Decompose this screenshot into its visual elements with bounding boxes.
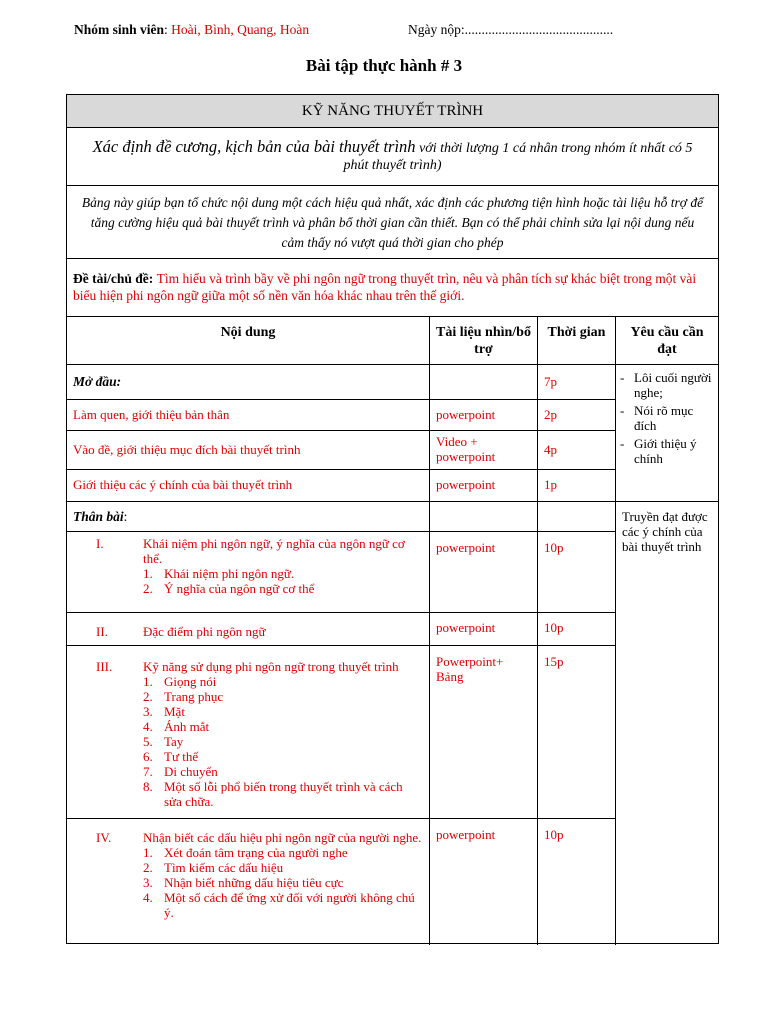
subitem-list bbox=[143, 845, 423, 920]
requirement-item: - Lôi cuối người nghe; bbox=[620, 370, 712, 400]
grid-line bbox=[67, 531, 615, 532]
grid-line bbox=[67, 399, 615, 400]
group-label: Nhóm sinh viên bbox=[74, 22, 165, 37]
goal-sub: với thời lượng 1 cá nhân trong nhóm ít nhất có 5 phút thuyết trình) bbox=[343, 141, 693, 173]
goal-statement bbox=[67, 128, 718, 186]
subitem: 1. Xét đoán tâm trạng của người nghe bbox=[143, 845, 348, 860]
body-row-title: Đặc điểm phi ngôn ngữ bbox=[143, 624, 266, 639]
header-content: Nội dung bbox=[220, 325, 276, 340]
opening-row-time: 4p bbox=[544, 442, 557, 457]
row-number: IV. bbox=[96, 830, 112, 845]
body-row-time: 15p bbox=[544, 654, 564, 669]
grid-line bbox=[67, 818, 615, 819]
submission-date: Ngày nộp:............................................ bbox=[408, 22, 614, 37]
subitem: 3. Nhận biết những dấu hiệu tiêu cực bbox=[143, 875, 344, 890]
subitem-text: Khái niệm phi ngôn ngữ. bbox=[164, 566, 295, 581]
opening-time: 7p bbox=[544, 374, 557, 389]
body-row-title: Nhận biết các dấu hiệu phi ngôn ngữ của người nghe. bbox=[143, 830, 422, 845]
body-row-title: Kỹ năng sử dụng phi ngôn ngữ trong thuyết trình bbox=[143, 659, 399, 674]
subitem: 4. Ánh mắt bbox=[143, 719, 210, 734]
body-row-content bbox=[143, 659, 425, 809]
subitem-list bbox=[143, 566, 423, 596]
grid-line bbox=[67, 469, 615, 470]
opening-row-material: powerpoint bbox=[436, 407, 496, 422]
group-members: Hoài, Bình, Quang, Hoàn bbox=[171, 22, 310, 37]
body-row-title: Khái niệm phi ngôn ngữ, ý nghĩa của ngôn ngữ cơ thể. bbox=[143, 536, 405, 566]
header-time: Thời gian bbox=[547, 325, 606, 340]
header-materials: Tài liệu nhìn/bổ trợ bbox=[436, 325, 531, 357]
body-row-material: powerpoint bbox=[436, 620, 496, 635]
body-requirements: Truyền đạt được các ý chính của bài thuyết trình bbox=[622, 509, 708, 554]
subitem: 1. Khái niệm phi ngôn ngữ. bbox=[143, 566, 295, 581]
subitem: 2. Tìm kiếm các dấu hiệu bbox=[143, 860, 284, 875]
header bbox=[74, 22, 714, 42]
subitem-text: Tay bbox=[164, 734, 184, 749]
subitem: 6. Tư thế bbox=[143, 749, 199, 764]
group-separator: : bbox=[164, 22, 172, 37]
requirement-text: Nói rõ mục đích bbox=[634, 403, 694, 433]
body-row-time: 10p bbox=[544, 620, 564, 635]
subitem-text: Nhận biết những dấu hiệu tiêu cực bbox=[164, 875, 344, 890]
subitem: 5. Tay bbox=[143, 734, 184, 749]
grid-line bbox=[67, 612, 615, 613]
opening-requirements bbox=[616, 370, 718, 469]
grid-line bbox=[67, 430, 615, 431]
goal-main: Xác định đề cương, kịch bản của bài thuyết trình bbox=[92, 137, 416, 156]
subitem: 7. Di chuyển bbox=[143, 764, 218, 779]
body-label bbox=[73, 509, 127, 524]
grid-line bbox=[429, 317, 430, 945]
subitem-text: Một số lỗi phổ biến trong thuyết trình và cách sửa chữa. bbox=[164, 779, 403, 809]
grid-line bbox=[67, 645, 615, 646]
exercise-frame bbox=[66, 94, 719, 944]
body-row-content bbox=[143, 830, 423, 920]
body-row-time: 10p bbox=[544, 827, 564, 842]
subitem: 8. Một số lỗi phổ biến trong thuyết trình và cách sửa chữa. bbox=[143, 779, 403, 809]
row-number: III. bbox=[96, 659, 113, 674]
requirement-item: - Giới thiệu ý chính bbox=[620, 436, 697, 466]
grid-line bbox=[67, 364, 718, 365]
opening-row-content: Giới thiệu các ý chính của bài thuyết trình bbox=[73, 477, 293, 492]
body-row-material: powerpoint bbox=[436, 540, 496, 555]
group-line bbox=[74, 22, 309, 38]
page-title: Bài tập thực hành # 3 bbox=[305, 56, 463, 75]
subitem-text: Một số cách để ứng xử đối với người không chú ý. bbox=[164, 890, 415, 920]
topic-label: Đề tài/chủ đề bbox=[73, 271, 149, 286]
opening-row-content: Vào đề, giới thiệu mục đích bài thuyết trình bbox=[73, 442, 301, 457]
intro-text: Bảng này giúp bạn tổ chức nội dung một cách hiệu quả nhất, xác định các phương tiện hình hoặc tài liệu hỗ trợ để tăng cường hiệu quả bài thuyết trình và phân bổ thời gian cần thiết. Bạn có thể phải chỉnh sửa lại nội dung nếu cảm thấy nó vượt quá thời gian cho phép bbox=[67, 186, 718, 259]
opening-label: Mở đầu: bbox=[73, 374, 122, 389]
skill-title: KỸ NĂNG THUYẾT TRÌNH bbox=[67, 95, 718, 128]
row-number: I. bbox=[96, 536, 104, 551]
subitem: 2. Ý nghĩa của ngôn ngữ cơ thể bbox=[143, 581, 315, 596]
requirement-text: Lôi cuối người nghe; bbox=[634, 370, 712, 400]
opening-row-time: 2p bbox=[544, 407, 557, 422]
subitem: 3. Mặt bbox=[143, 704, 185, 719]
body-row-time: 10p bbox=[544, 540, 564, 555]
opening-row-time: 1p bbox=[544, 477, 557, 492]
body-label-separator: : bbox=[123, 509, 128, 524]
topic bbox=[67, 259, 718, 317]
header-requirements: Yêu cầu cần đạt bbox=[630, 325, 704, 357]
body-row-content bbox=[143, 536, 423, 596]
grid-line bbox=[537, 317, 538, 945]
subitem-text: Ý nghĩa của ngôn ngữ cơ thể bbox=[164, 581, 315, 596]
subitem: 1. Giọng nói bbox=[143, 674, 217, 689]
subitem-text: Tư thế bbox=[164, 749, 199, 764]
row-number: II. bbox=[96, 624, 108, 639]
requirement-item: - Nói rõ mục đích bbox=[620, 403, 694, 433]
topic-text: Tìm hiểu và trình bầy về phi ngôn ngữ trong thuyết trìn, nêu và phân tích sự khác biệt trong một vài biểu hiện phi ngôn ngữ giữa một số nền văn hóa khác nhau trên thế giới. bbox=[73, 271, 697, 303]
subitem-text: Ánh mắt bbox=[164, 719, 210, 734]
subitem-text: Mặt bbox=[164, 704, 185, 719]
requirement-text: Giới thiệu ý chính bbox=[634, 436, 697, 466]
body-row-material: powerpoint bbox=[436, 827, 496, 842]
opening-row-material: powerpoint bbox=[436, 477, 496, 492]
subitem-text: Giọng nói bbox=[164, 674, 217, 689]
subitem-text: Di chuyển bbox=[164, 764, 218, 779]
subitem: 4. Một số cách để ứng xử đối với người không chú ý. bbox=[143, 890, 415, 920]
body-row-material: Powerpoint+ Bảng bbox=[436, 654, 504, 684]
subitem-text: Xét đoán tâm trạng của người nghe bbox=[164, 845, 348, 860]
subitem: 2. Trang phục bbox=[143, 689, 224, 704]
subitem-text: Tìm kiếm các dấu hiệu bbox=[164, 860, 284, 875]
grid-line bbox=[67, 501, 718, 502]
opening-row-material: Video + powerpoint bbox=[436, 434, 496, 464]
subitem-text: Trang phục bbox=[164, 689, 224, 704]
opening-row-content: Làm quen, giới thiệu bản thân bbox=[73, 407, 230, 422]
subitem-list bbox=[143, 674, 425, 809]
topic-separator: : bbox=[148, 271, 157, 286]
body-label-text: Thân bài bbox=[73, 509, 124, 524]
